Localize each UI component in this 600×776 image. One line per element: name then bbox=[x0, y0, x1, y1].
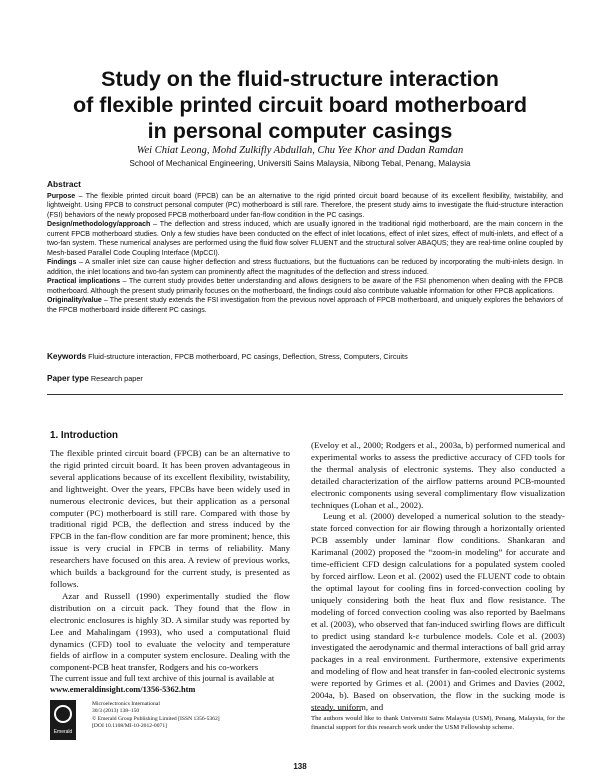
left-column bbox=[50, 448, 290, 674]
abstract-purpose bbox=[47, 192, 563, 221]
archive-link[interactable]: www.emeraldinsight.com/1356-5362.htm bbox=[50, 685, 196, 694]
design-text: – The deflection and stress induced, which are usually ignored in the traditional rigid motherboard, are the main concern in the current FPCB motherboard studies. Only a few studies have been conducted on the effect of inlet locations, effect of inlet sizes, effect of multi-inlets, and effect of a two-fan system. These numerical analyses are performed using the fluid flow solver FLUENT and the structural solver ABAQUS; they are real-time online coupled by Mesh-based Parallel Code Coupling Interface (MpCCI). bbox=[47, 221, 563, 257]
journal-info-line: Microelectronics International bbox=[92, 701, 160, 707]
abstract-practical bbox=[47, 277, 563, 296]
logo-ring-icon bbox=[54, 705, 72, 723]
practical-label: Practical implications bbox=[47, 278, 121, 285]
abstract-findings bbox=[47, 258, 563, 277]
journal-info bbox=[92, 701, 292, 730]
emerald-logo bbox=[50, 700, 76, 740]
acknowledgment-footnote: The authors would like to thank Universiti Sains Malaysia (USM), Penang, Malaysia, for the financial support for this research work under the USM Fellowship scheme. bbox=[311, 715, 565, 731]
title-line: of flexible printed circuit board motherboard bbox=[73, 93, 527, 117]
logo-text: Emerald bbox=[53, 729, 73, 735]
purpose-text: – The flexible printed circuit board (FPCB) can be an alternative to the rigid printed circuit board because of its excellent flexibility, twistability, and lightweight. Using FPCB to construct personal computer (PC) motherboard is still rare. Therefore, the present study aims to investigate the fluid-structure interaction (FSI) behaviors of the newly proposed FPCB motherboard under fan-flow condition in the PC casings. bbox=[47, 192, 563, 219]
right-column bbox=[311, 440, 565, 714]
author-list: Wei Chiat Leong, Mohd Zulkifly Abdullah, Chu Yee Khor and Dadan Ramdan bbox=[136, 145, 464, 156]
journal-info-line: 30/3 (2013) 138–150 bbox=[92, 708, 140, 715]
body-paragraph: Leung et al. (2000) developed a numerical solution to the steady-state forced convection for air flowing through a horizontally oriented PCB assembly under laminar flow conditions. Shankaran and Karimanal (2002) proposed the “zoom-in modeling” for accurate and time-efficient CFD design calculations for a populated system cooled by forced airflow. Leon et al. (2002) used the FLUENT code to obtain the optimal layout for cooling fins in forced-convection cooling by uniquely considering both the heat flux and flow resistance. The modeling of forced convection cooling was also reported by Baelmans et al. (2003), who observed that fan-induced swirling flows are difficult to predict using standard k-ε turbulence models. Cole et al. (2003) investigated the aerodynamic and thermal interactions of ball grid array packages in a real environment. Furthermore, extensive experiments and modeling of flow and heat transfer in fan-cooled electronic systems were reported by Grimes et al. (2001) and Grimes and Davies (2002, 2004a, b). Based on observation, the flow in the sucking mode is steady, uniform, and bbox=[311, 511, 565, 712]
purpose-label: Purpose bbox=[47, 192, 76, 200]
title-line: Study on the fluid-structure interaction bbox=[101, 67, 499, 91]
abstract-originality bbox=[47, 296, 563, 315]
body-paragraph: (Eveloy et al., 2000; Rodgers et al., 2003a, b) performed numerical and experimental works to assess the predictive accuracy of CFD tools for the thermal analysis of electronic systems. They also conducted a detailed characterization of the airflow patterns around PCB-mounted electronic components using several complimentary flow visualization techniques (Lohan et al., 2002). bbox=[311, 440, 565, 510]
affiliation: School of Mechanical Engineering, Universiti Sains Malaysia, Nibong Tebal, Penang, Malaysia bbox=[129, 159, 471, 168]
paper-type-text: Research paper bbox=[88, 374, 143, 383]
archive-note-text: The current issue and full text archive of this journal is available at bbox=[50, 674, 275, 683]
divider bbox=[47, 394, 563, 395]
findings-label: Findings bbox=[47, 259, 77, 266]
journal-info-line: © Emerald Group Publishing Limited [ISSN 1356-5362] bbox=[92, 715, 220, 722]
intro-paragraph: The flexible printed circuit board (FPCB) can be an alternative to the rigid printed circuit board. It has been proven advantageous in several applications because of its excellent flexibility, twistability, and lightweight. Over the years, FPCBs have been widely used in numerous electronic devices, but their application as a personal computer (PC) motherboard is still rare. Compared with those by traditional rigid PCB, the deflection and stress induced by the FPCB in the fan-flow condition are far more prominent; hence, this issue is very crucial in FPCB in terms of reliability. Many researchers have focused on this area. A review of previous works, which builds a background for the current study, is presented as follows. bbox=[50, 448, 290, 589]
paper-type-label: Paper type bbox=[47, 374, 89, 383]
keywords-label: Keywords bbox=[47, 352, 87, 361]
findings-text: – A smaller inlet size can cause higher deflection and stress fluctuations, but the fluctuations can be reduced by incorporating the multi-inlets design. In addition, the inlet locations and two-fan system can prominently affect the magnitudes of the deflection and stress induced. bbox=[47, 259, 563, 276]
paper-type bbox=[47, 374, 563, 384]
section-heading: 1. Introduction bbox=[50, 430, 119, 441]
keywords bbox=[47, 352, 563, 362]
abstract-box bbox=[47, 180, 563, 315]
title-line: in personal computer casings bbox=[147, 119, 453, 143]
intro-paragraph: Azar and Russell (1990) experimentally studied the flow distribution on a circuit pack. They found that the flow in electronic enclosures is highly 3D. A similar study was reported by Lee and Mahalingam (1993), who used a computational fluid dynamics (CFD) tool to evaluate the velocity and temperature fields of airflow in a computer system enclosure. Dealing with the component-PCB heat transfer, Rodgers and his co-workers bbox=[50, 590, 290, 673]
practical-text: – The current study provides better understanding and allows designers to be aware of the FSI phenomenon when dealing with the FPCB motherboard. Although the present study primarily focuses on the motherboard, the findings could also contribute valuable information for other FPCB applications. bbox=[47, 278, 563, 295]
originality-label: Originality/value bbox=[47, 297, 102, 304]
originality-text: – The present study extends the FSI investigation from the previous novel approach of FPCB motherboard, and uniquely explores the behaviors of the FPCB motherboard inside different PC casings. bbox=[47, 297, 563, 314]
page-number: 138 bbox=[293, 762, 307, 771]
abstract-design bbox=[47, 220, 563, 258]
design-label: Design/methodology/approach bbox=[47, 221, 151, 228]
journal-archive-note bbox=[50, 673, 290, 695]
footnote-rule bbox=[311, 710, 361, 711]
paper-title bbox=[40, 66, 560, 144]
abstract-heading: Abstract bbox=[47, 179, 81, 189]
journal-info-line: [DOI 10.1108/MI-10-2012-0071] bbox=[92, 722, 167, 729]
keywords-text: Fluid-structure interaction, FPCB motherboard, PC casings, Deflection, Stress, Computers, Circuits bbox=[86, 352, 408, 361]
